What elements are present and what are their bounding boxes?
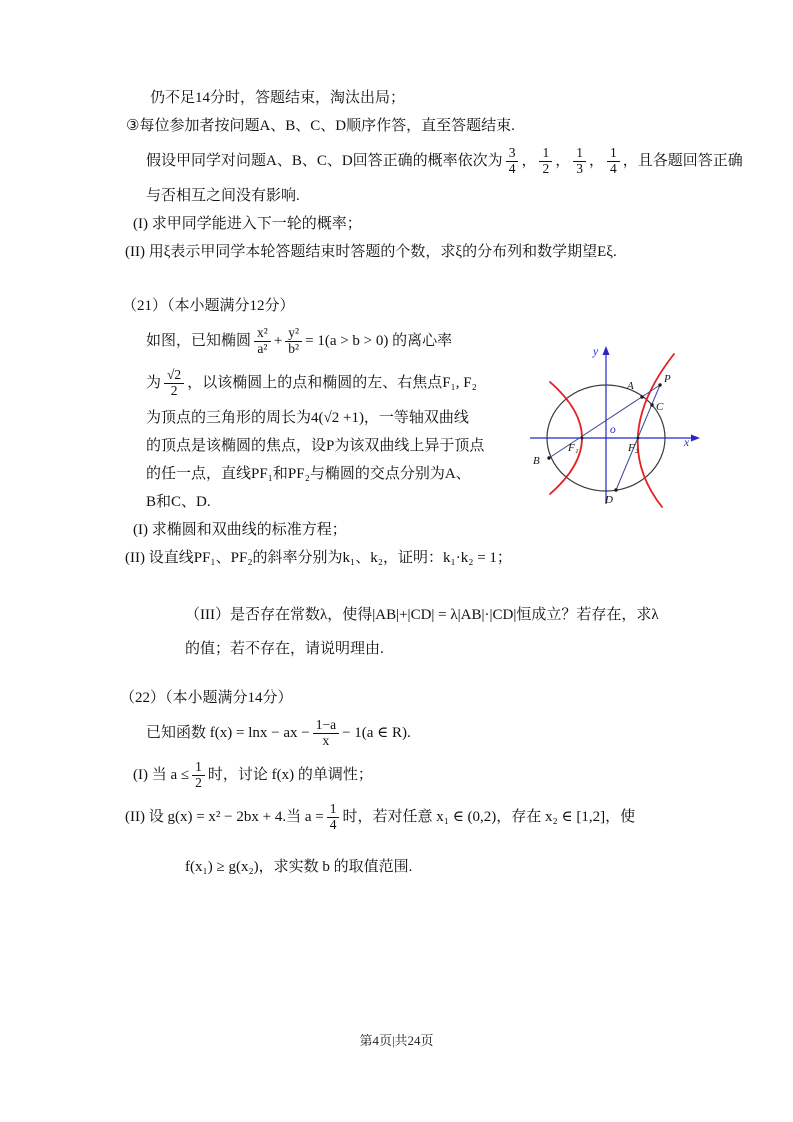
text-run: 的顶点是该椭圆的焦点，设P为该双曲线上异于顶点	[146, 438, 485, 454]
plus-sign: +	[273, 333, 283, 349]
x-axis-label: x	[684, 437, 690, 449]
fraction-numerator: 1	[539, 146, 552, 162]
q22-function-line	[146, 712, 723, 754]
page-number: 第4页|共24页	[359, 1033, 434, 1048]
fraction-denominator: 3	[576, 161, 583, 177]
fraction	[254, 326, 271, 356]
text-run: (I) 当 a ≤	[133, 767, 190, 783]
q22-part-2-line-2	[185, 850, 723, 884]
text-run: 仍不足14分时，答题结束，淘汰出局；	[150, 90, 406, 106]
fraction-denominator: b²	[288, 341, 300, 357]
conic-figure	[522, 338, 712, 516]
label-C: C	[656, 401, 664, 413]
separator: ，	[521, 153, 537, 169]
q20-rule-3	[126, 112, 723, 140]
fraction	[313, 718, 339, 748]
fraction-numerator: 3	[506, 146, 519, 162]
q20-line-remainder	[150, 84, 723, 112]
page-footer	[0, 1030, 793, 1049]
fraction-denominator: 2	[195, 775, 202, 791]
text-run: = 1(a > b > 0) 的离心率	[305, 333, 453, 349]
fraction-denominator: 2	[542, 161, 550, 177]
fraction-numerator: 1−a	[313, 718, 339, 734]
text-run: (II) 用ξ表示甲同学本轮答题结束时答题的个数，求ξ的分布列和数学期望Eξ.	[125, 244, 617, 260]
fraction-denominator: 4	[609, 161, 617, 177]
separator: ，	[588, 153, 604, 169]
q20-independence-line	[146, 182, 723, 210]
label-F2: F₂	[628, 442, 639, 454]
text-run: 时，若对任意 x₁ ∈ (0,2)，存在 x₂ ∈ [1,2]，使	[342, 809, 636, 825]
text-run: 如图，已知椭圆	[146, 333, 252, 349]
line-PF1	[549, 385, 660, 458]
q20-part-2	[125, 238, 723, 266]
fraction	[506, 146, 519, 176]
text-run: （21）（本小题满分12分）	[122, 298, 295, 314]
point-B	[547, 456, 550, 459]
fraction	[327, 802, 340, 832]
point-F2	[637, 437, 640, 440]
fraction	[573, 146, 586, 176]
fraction-denominator: 2	[170, 383, 178, 399]
fraction	[164, 368, 184, 398]
fraction-numerator: 1	[327, 802, 340, 818]
label-F1: F₁	[568, 442, 579, 454]
fraction-numerator: x²	[254, 326, 271, 342]
q20-part-1	[133, 210, 723, 238]
fraction-numerator: 1	[573, 146, 586, 162]
q22-part-2-line-1	[125, 796, 723, 838]
q22-heading	[120, 684, 723, 712]
point-A	[640, 395, 643, 398]
text-run: 假设甲同学对问题A、B、C、D回答正确的概率依次为	[146, 153, 503, 169]
text-run: B和C、D.	[146, 494, 211, 510]
text-run: ，且各题回答正确	[622, 153, 743, 169]
fraction-numerator: √2	[164, 368, 184, 384]
point-D	[614, 488, 617, 491]
fraction-denominator: x	[322, 733, 330, 749]
text-run: − 1(a ∈ R).	[342, 725, 411, 741]
text-run: 的值；若不存在，请说明理由.	[185, 641, 384, 657]
fraction-numerator: 1	[192, 760, 205, 776]
fraction-numerator: y²	[285, 326, 302, 342]
text-run: (II) 设 g(x) = x² − 2bx + 4.当 a =	[125, 809, 324, 825]
origin-label: o	[610, 424, 616, 436]
fraction	[285, 326, 302, 356]
separator: ，	[555, 153, 571, 169]
label-D: D	[605, 494, 613, 506]
q21-part-3-line-1	[185, 598, 723, 632]
q21-heading	[122, 292, 723, 320]
fraction	[192, 760, 205, 790]
fraction-denominator: a²	[257, 341, 268, 357]
q21-part-1	[133, 516, 723, 544]
label-B: B	[533, 455, 540, 467]
text-run: 时，讨论 f(x) 的单调性；	[207, 767, 373, 783]
x-axis-arrow-icon	[691, 435, 700, 442]
point-F1	[581, 437, 584, 440]
y-axis-label: y	[593, 346, 599, 358]
q21-part-3-line-2	[185, 632, 723, 666]
text-run: 已知函数 f(x) = lnx − ax −	[146, 725, 310, 741]
fraction	[607, 146, 620, 176]
text-run: 为	[146, 375, 162, 391]
q21-part-2	[125, 544, 723, 572]
text-run: (I) 求椭圆和双曲线的标准方程；	[133, 522, 347, 538]
fraction-numerator: 1	[607, 146, 620, 162]
point-P	[658, 383, 661, 386]
y-axis-arrow-icon	[603, 346, 610, 355]
text-run: 为顶点的三角形的周长为4(√2 +1)，一等轴双曲线	[146, 410, 469, 426]
point-C	[650, 403, 653, 406]
q20-probabilities-line	[146, 140, 743, 182]
label-A: A	[627, 380, 634, 392]
text-run: 的任一点，直线PF₁和PF₂与椭圆的交点分别为A、	[146, 466, 471, 482]
text-run: ③每位参加者按问题A、B、C、D顺序作答，直至答题结束.	[126, 118, 515, 134]
text-run: 与否相互之间没有影响.	[146, 188, 300, 204]
fraction-denominator: 4	[508, 161, 516, 177]
fraction-denominator: 4	[329, 817, 337, 833]
text-run: f(x₁) ≥ g(x₂)，求实数 b 的取值范围.	[185, 859, 413, 875]
text-run: (II) 设直线PF₁、PF₂的斜率分别为k₁、k₂，证明：k₁·k₂ = 1；	[125, 550, 512, 566]
fraction	[539, 146, 552, 176]
conic-diagram	[522, 338, 712, 516]
label-P: P	[664, 373, 671, 385]
text-run: （22）（本小题满分14分）	[120, 690, 293, 706]
text-run: (I) 求甲同学能进入下一轮的概率；	[133, 216, 362, 232]
q22-part-1	[133, 754, 723, 796]
text-run: （III）是否存在常数λ，使得|AB|+|CD| = λ|AB|·|CD|恒成立？若存在，求λ	[185, 607, 659, 623]
text-run: ，以该椭圆上的点和椭圆的左、右焦点F₁, F₂	[187, 375, 477, 391]
